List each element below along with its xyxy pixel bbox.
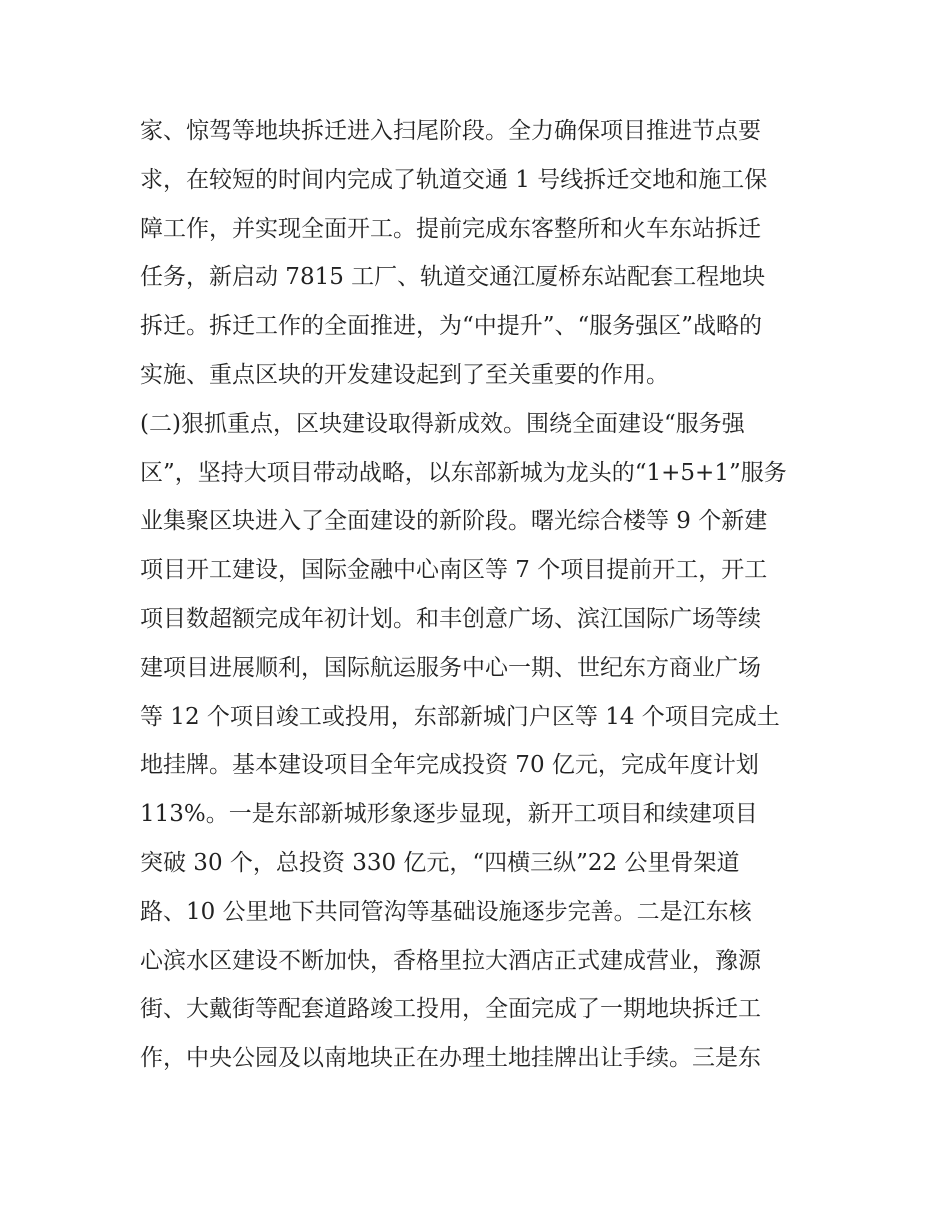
text-line: 113%。一是东部新城形象逐步显现，新开工项目和续建项目 <box>140 801 758 828</box>
text-line: 等 12 个项目竣工或投用，东部新城门户区等 14 个项目完成土 <box>140 703 780 730</box>
text-line: 地挂牌。基本建设项目全年完成投资 70 亿元，完成年度计划 <box>140 752 759 779</box>
text-line: 求，在较短的时间内完成了轨道交通 1 号线拆迁交地和施工保 <box>140 166 768 193</box>
text-line: 任务，新启动 7815 工厂、轨道交通江厦桥东站配套工程地块 <box>140 264 766 291</box>
body-text <box>140 107 820 1083</box>
text-line: 业集聚区块进入了全面建设的新阶段。曙光综合楼等 9 个新建 <box>140 508 768 535</box>
text-line: 区”，坚持大项目带动战略，以东部新城为龙头的“1+5+1”服务 <box>140 459 787 486</box>
text-line: 实施、重点区块的开发建设起到了至关重要的作用。 <box>140 361 669 388</box>
section-heading-line: (二)狠抓重点，区块建设取得新成效。围绕全面建设“服务强 <box>140 410 745 437</box>
text-line: 项目开工建设，国际金融中心南区等 7 个项目提前开工，开工 <box>140 557 768 584</box>
text-line: 项目数超额完成年初计划。和丰创意广场、滨江国际广场等续 <box>140 605 761 632</box>
text-line: 突破 30 个，总投资 330 亿元，“四横三纵”22 公里骨架道 <box>140 849 740 876</box>
text-line: 路、10 公里地下共同管沟等基础设施逐步完善。二是江东核 <box>140 898 752 925</box>
text-line: 建项目进展顺利，国际航运服务中心一期、世纪东方商业广场 <box>140 654 761 681</box>
text-line: 家、惊驾等地块拆迁进入扫尾阶段。全力确保项目推进节点要 <box>140 118 761 144</box>
text-line: 障工作，并实现全面开工。提前完成东客整所和火车东站拆迁 <box>140 215 761 242</box>
text-line: 心滨水区建设不断加快，香格里拉大酒店正式建成营业，豫源 <box>140 947 761 974</box>
text-line: 拆迁。拆迁工作的全面推进，为“中提升”、“服务强区”战略的 <box>140 313 763 340</box>
text-line: 作，中央公园及以南地块正在办理土地挂牌出让手续。三是东 <box>140 1045 761 1072</box>
text-line: 街、大戴街等配套道路竣工投用，全面完成了一期地块拆迁工 <box>140 996 761 1023</box>
